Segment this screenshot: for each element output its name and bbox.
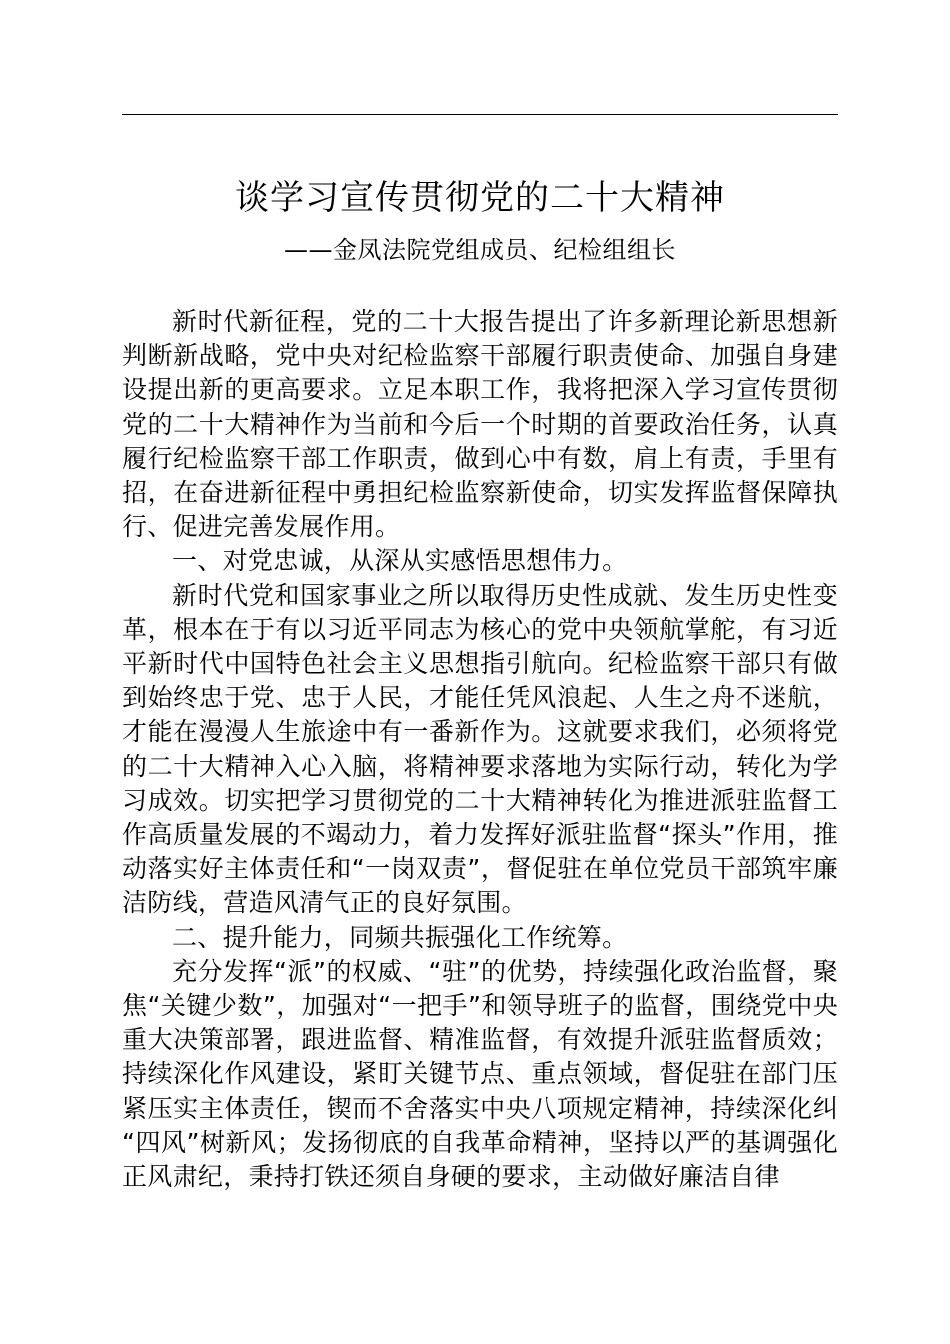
section-heading-1: 一、对党忠诚，从深从实感悟思想伟力。 [172,546,628,576]
paragraph-intro: 新时代新征程，党的二十大报告提出了许多新理论新思想新判断新战略，党中央对纪检监察干部履行职责使命、加强自身建设提出新的更高要求。立足本职工作，我将把深入学习宣传贯彻党的二十大精神作为当前和今后一个时期的首要政治任务，认真履行纪检监察干部工作职责，做到心中有数，肩上有责，手里有招，在奋进新征程中勇担纪检监察新使命，切实发挥监督保障执行、促进完善发展作用。 [122,307,838,542]
document-body [122,305,838,1194]
document-subtitle: ——金凤法院党组成员、纪检组组长 [284,236,676,264]
section-heading-2: 二、提升能力，同频共振强化工作统筹。 [172,922,628,952]
header-rule [122,114,838,115]
document-title: 谈学习宣传贯彻党的二十大精神 [235,178,725,218]
paragraph-section-1: 新时代党和国家事业之所以取得历史性成就、发生历史性变革，根本在于有以习近平同志为核心的党中央领航掌舵，有习近平新时代中国特色社会主义思想指引航向。纪检监察干部只有做到始终忠于党、忠于人民，才能任凭风浪起、人生之舟不迷航，才能在漫漫人生旅途中有一番新作为。这就要求我们，必须将党的二十大精神入心入脑，将精神要求落地为实际行动，转化为学习成效。切实把学习贯彻党的二十大精神转化为推进派驻监督工作高质量发展的不竭动力，着力发挥好派驻监督“探头”作用，推动落实好主体责任和“一岗双责”，督促驻在单位党员干部筑牢廉洁防线，营造风清气正的良好氛围。 [122,580,838,918]
paragraph-section-2: 充分发挥“派”的权威、“驻”的优势，持续强化政治监督，聚焦“关键少数”，加强对“一把手”和领导班子的监督，围绕党中央重大决策部署，跟进监督、精准监督，有效提升派驻监督质效；持续深化作风建设，紧盯关键节点、重点领域，督促驻在部门压紧压实主体责任，锲而不舍落实中央八项规定精神，持续深化纠“四风”树新风；发扬彻底的自我革命精神，坚持以严的基调强化正风肃纪，秉持打铁还须自身硬的要求，主动做好廉洁自律 [122,956,838,1192]
